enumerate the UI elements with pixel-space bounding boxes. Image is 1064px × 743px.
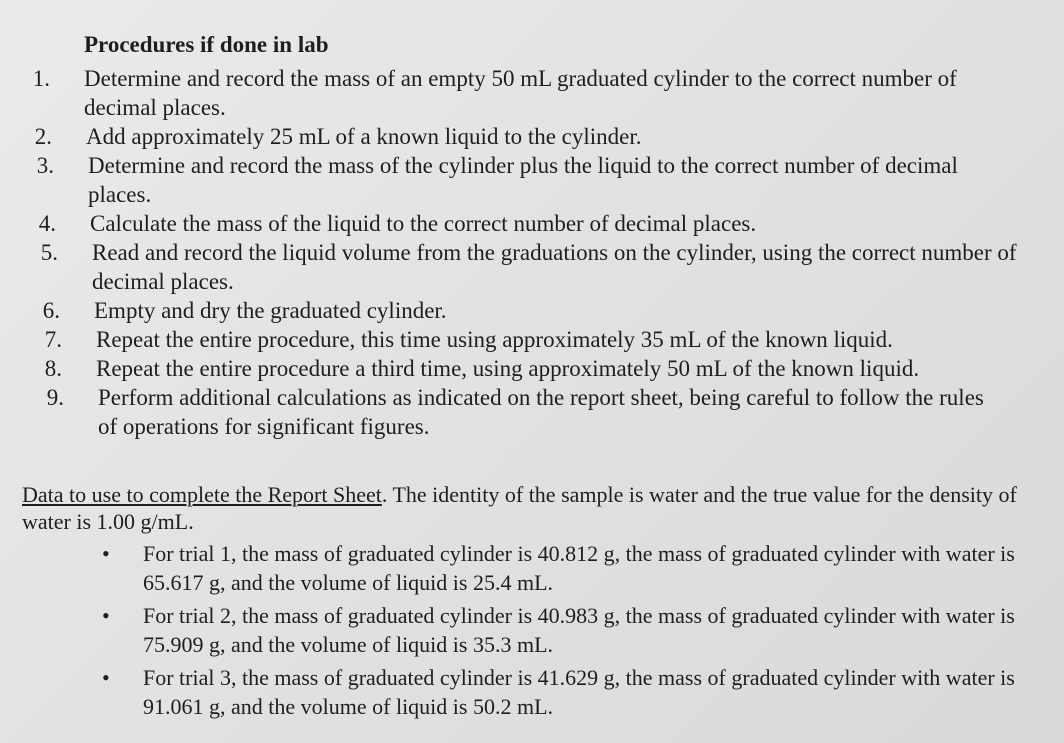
- trial-text: For trial 3, the mass of graduated cylinder is 41.629 g, the mass of graduated cylinder with water is 91.061 g, and the volume of liquid is 50.2 mL.: [143, 665, 1015, 719]
- step-text: Repeat the entire procedure a third time, using approximately 50 mL of the known liquid.: [96, 356, 920, 381]
- procedure-step: [0, 122, 1064, 151]
- report-sheet-data-label: Data to use to complete the Report Sheet: [22, 482, 382, 507]
- procedure-step: [0, 64, 1064, 122]
- step-number: 3.: [36, 153, 54, 178]
- bullet-icon: •: [102, 603, 110, 628]
- trial-data-list: [22, 539, 1042, 721]
- step-number: 8.: [44, 356, 62, 381]
- bullet-icon: •: [102, 665, 110, 690]
- step-number: 7.: [44, 327, 62, 352]
- procedure-step: [0, 151, 1064, 209]
- procedure-steps-list: [0, 64, 1064, 441]
- trial-text: For trial 1, the mass of graduated cylinder is 40.812 g, the mass of graduated cylinder with water is 65.617 g, and the volume of liquid is 25.4 mL.: [143, 541, 1015, 595]
- step-text: Perform additional calculations as indicated on the report sheet, being careful to follow the rules of operations for significant figures.: [98, 385, 984, 439]
- data-section: [22, 481, 1042, 725]
- step-text: Read and record the liquid volume from the graduations on the cylinder, using the correct number of decimal places.: [92, 240, 1017, 294]
- step-number: 1.: [32, 66, 50, 91]
- step-text: Repeat the entire procedure, this time using approximately 35 mL of the known liquid.: [96, 327, 893, 352]
- step-text: Determine and record the mass of an empty 50 mL graduated cylinder to the correct number of decimal places.: [84, 66, 957, 120]
- step-number: 9.: [46, 385, 64, 410]
- data-intro-paragraph: [22, 481, 1042, 535]
- step-number: 4.: [38, 211, 56, 236]
- step-text: Add approximately 25 mL of a known liquid to the cylinder.: [86, 124, 642, 149]
- procedure-step: [0, 209, 1064, 238]
- procedure-step: [0, 296, 1064, 325]
- step-text: Determine and record the mass of the cylinder plus the liquid to the correct number of decimal places.: [88, 153, 958, 207]
- step-text: Calculate the mass of the liquid to the correct number of decimal places.: [90, 211, 757, 236]
- procedure-step: [0, 354, 1064, 383]
- trial-text: For trial 2, the mass of graduated cylinder is 40.983 g, the mass of graduated cylinder with water is 75.909 g, and the volume of liquid is 35.3 mL.: [143, 603, 1015, 657]
- step-number: 5.: [40, 240, 58, 265]
- trial-item: [22, 601, 1042, 659]
- procedures-heading: Procedures if done in lab: [84, 32, 329, 57]
- trial-item: [22, 539, 1042, 597]
- step-number: 2.: [34, 124, 52, 149]
- procedure-step: [0, 383, 1064, 441]
- data-intro-text: . The identity of the sample is water and the true value for the density of water is 1.00 g/mL.: [22, 482, 1017, 534]
- procedure-step: [0, 325, 1064, 354]
- step-number: 6.: [42, 298, 60, 323]
- step-text: Empty and dry the graduated cylinder.: [94, 298, 447, 323]
- trial-item: [22, 663, 1042, 721]
- procedure-step: [0, 238, 1064, 296]
- bullet-icon: •: [102, 541, 110, 566]
